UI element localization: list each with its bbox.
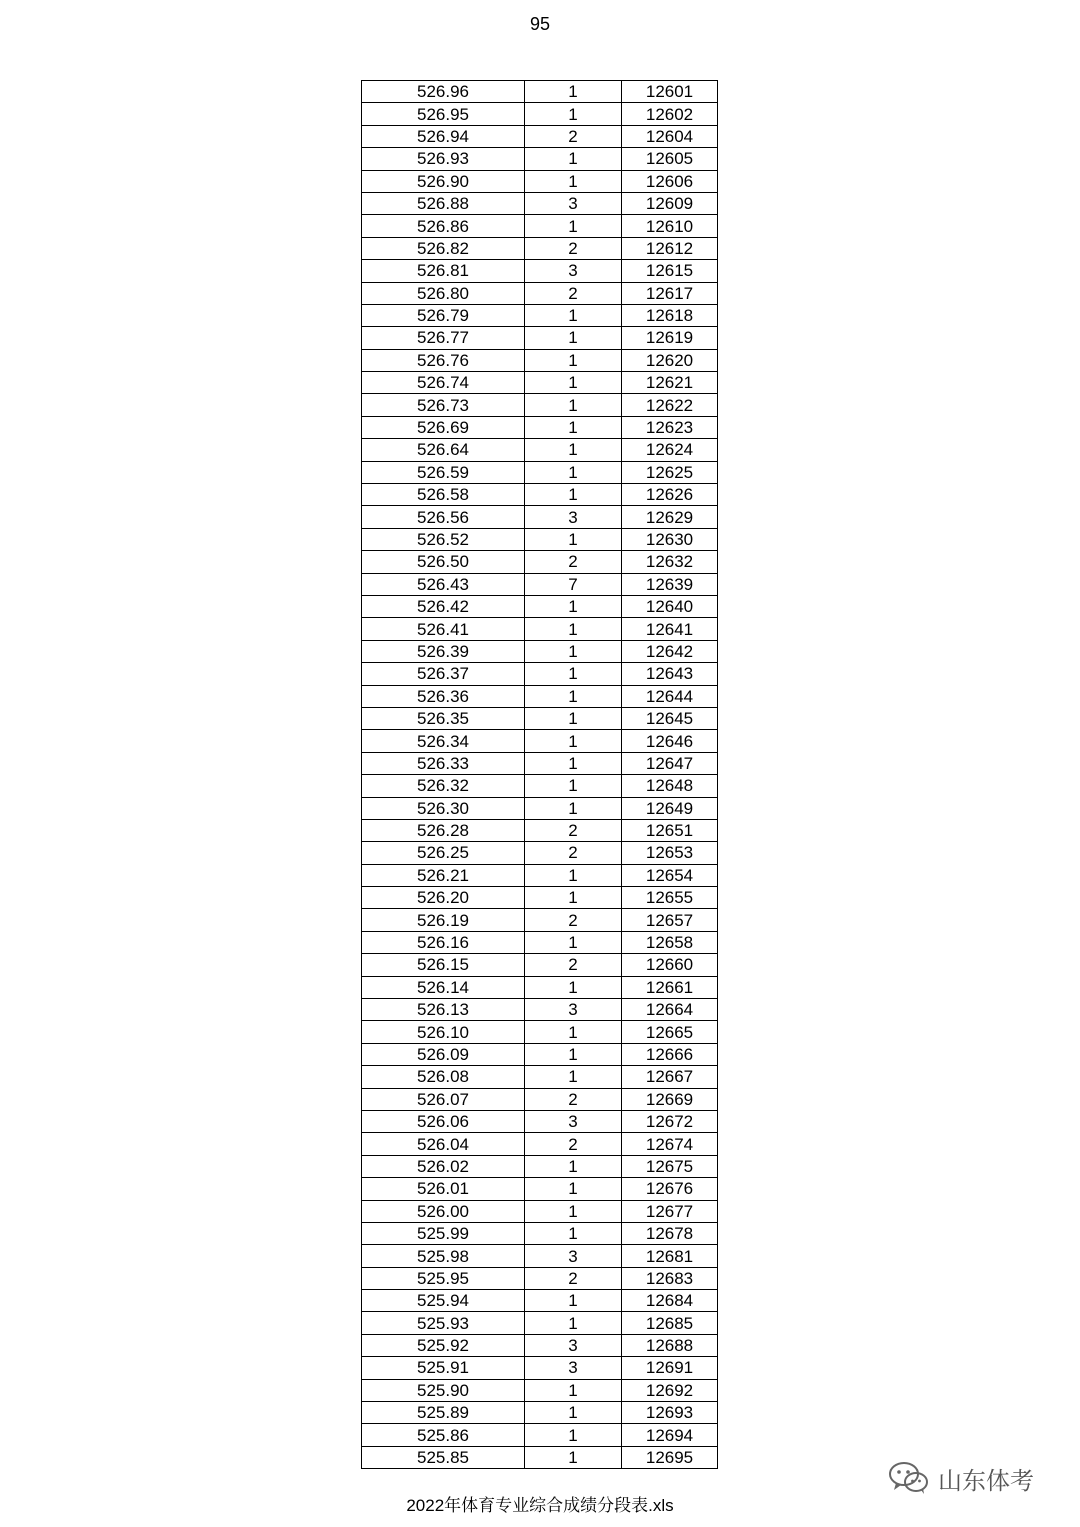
table-row — [362, 618, 718, 640]
table-row — [362, 1043, 718, 1065]
cumulative-cell: 12615 — [622, 260, 718, 282]
score-cell: 526.13 — [362, 999, 525, 1021]
score-cell: 526.76 — [362, 349, 525, 371]
score-cell: 526.39 — [362, 640, 525, 662]
count-cell: 2 — [525, 1133, 622, 1155]
cumulative-cell: 12629 — [622, 506, 718, 528]
count-cell: 2 — [525, 1088, 622, 1110]
cumulative-cell: 12619 — [622, 327, 718, 349]
cumulative-cell: 12604 — [622, 125, 718, 147]
cumulative-cell: 12641 — [622, 618, 718, 640]
count-cell: 1 — [525, 707, 622, 729]
count-cell: 3 — [525, 192, 622, 214]
score-cell: 525.90 — [362, 1379, 525, 1401]
cumulative-cell: 12602 — [622, 103, 718, 125]
count-cell: 1 — [525, 887, 622, 909]
score-cell: 526.15 — [362, 954, 525, 976]
table-row — [362, 125, 718, 147]
cumulative-cell: 12622 — [622, 394, 718, 416]
count-cell: 2 — [525, 819, 622, 841]
table-row — [362, 237, 718, 259]
cumulative-cell: 12643 — [622, 663, 718, 685]
score-cell: 526.32 — [362, 775, 525, 797]
cumulative-cell: 12625 — [622, 461, 718, 483]
table-row — [362, 1379, 718, 1401]
score-cell: 526.08 — [362, 1066, 525, 1088]
table-row — [362, 1267, 718, 1289]
cumulative-cell: 12621 — [622, 372, 718, 394]
table-row — [362, 1245, 718, 1267]
cumulative-cell: 12626 — [622, 484, 718, 506]
cumulative-cell: 12646 — [622, 730, 718, 752]
score-cell: 526.28 — [362, 819, 525, 841]
count-cell: 3 — [525, 1110, 622, 1132]
score-cell: 526.81 — [362, 260, 525, 282]
cumulative-cell: 12685 — [622, 1312, 718, 1334]
score-cell: 526.77 — [362, 327, 525, 349]
table-row — [362, 864, 718, 886]
score-cell: 526.79 — [362, 304, 525, 326]
score-cell: 526.10 — [362, 1021, 525, 1043]
score-cell: 525.99 — [362, 1222, 525, 1244]
score-cell: 526.16 — [362, 931, 525, 953]
table-row — [362, 976, 718, 998]
score-cell: 526.34 — [362, 730, 525, 752]
table-row — [362, 327, 718, 349]
cumulative-cell: 12667 — [622, 1066, 718, 1088]
count-cell: 3 — [525, 260, 622, 282]
cumulative-cell: 12681 — [622, 1245, 718, 1267]
table-row — [362, 103, 718, 125]
score-cell: 526.82 — [362, 237, 525, 259]
cumulative-cell: 12610 — [622, 215, 718, 237]
count-cell: 3 — [525, 506, 622, 528]
cumulative-cell: 12639 — [622, 573, 718, 595]
table-body — [362, 81, 718, 1469]
table-row — [362, 909, 718, 931]
table-row — [362, 416, 718, 438]
cumulative-cell: 12676 — [622, 1178, 718, 1200]
score-cell: 526.01 — [362, 1178, 525, 1200]
cumulative-cell: 12660 — [622, 954, 718, 976]
cumulative-cell: 12695 — [622, 1446, 718, 1468]
table-row — [362, 685, 718, 707]
count-cell: 1 — [525, 595, 622, 617]
table-row — [362, 1088, 718, 1110]
score-cell: 526.58 — [362, 484, 525, 506]
score-cell: 526.95 — [362, 103, 525, 125]
watermark-label: 山东体考 — [938, 1467, 1034, 1495]
table-row — [362, 484, 718, 506]
cumulative-cell: 12644 — [622, 685, 718, 707]
cumulative-cell: 12654 — [622, 864, 718, 886]
table-row — [362, 931, 718, 953]
table-row — [362, 797, 718, 819]
table-row — [362, 528, 718, 550]
cumulative-cell: 12666 — [622, 1043, 718, 1065]
cumulative-cell: 12640 — [622, 595, 718, 617]
score-cell: 526.30 — [362, 797, 525, 819]
count-cell: 1 — [525, 484, 622, 506]
count-cell: 1 — [525, 1446, 622, 1468]
score-cell: 526.25 — [362, 842, 525, 864]
table-row — [362, 640, 718, 662]
table-row — [362, 394, 718, 416]
score-cell: 525.95 — [362, 1267, 525, 1289]
table-row — [362, 842, 718, 864]
footer-filename: 2022年体育专业综合成绩分段表.xls — [406, 1496, 674, 1515]
count-cell: 1 — [525, 103, 622, 125]
count-cell: 1 — [525, 1290, 622, 1312]
score-cell: 525.89 — [362, 1402, 525, 1424]
cumulative-cell: 12694 — [622, 1424, 718, 1446]
score-cell: 526.42 — [362, 595, 525, 617]
cumulative-cell: 12609 — [622, 192, 718, 214]
cumulative-cell: 12691 — [622, 1357, 718, 1379]
count-cell: 1 — [525, 394, 622, 416]
score-cell: 526.73 — [362, 394, 525, 416]
table-row — [362, 439, 718, 461]
cumulative-cell: 12693 — [622, 1402, 718, 1424]
table-row — [362, 1021, 718, 1043]
score-cell: 526.90 — [362, 170, 525, 192]
count-cell: 1 — [525, 730, 622, 752]
count-cell: 1 — [525, 976, 622, 998]
cumulative-cell: 12651 — [622, 819, 718, 841]
table-row — [362, 819, 718, 841]
table-row — [362, 551, 718, 573]
cumulative-cell: 12601 — [622, 81, 718, 103]
cumulative-cell: 12612 — [622, 237, 718, 259]
table-row — [362, 1066, 718, 1088]
cumulative-cell: 12624 — [622, 439, 718, 461]
count-cell: 3 — [525, 1245, 622, 1267]
score-cell: 526.52 — [362, 528, 525, 550]
count-cell: 1 — [525, 1379, 622, 1401]
table-row — [362, 304, 718, 326]
table-row — [362, 1200, 718, 1222]
score-cell: 526.21 — [362, 864, 525, 886]
score-cell: 526.93 — [362, 148, 525, 170]
cumulative-cell: 12669 — [622, 1088, 718, 1110]
count-cell: 1 — [525, 685, 622, 707]
count-cell: 1 — [525, 528, 622, 550]
score-cell: 526.19 — [362, 909, 525, 931]
cumulative-cell: 12649 — [622, 797, 718, 819]
table-row — [362, 1178, 718, 1200]
score-cell: 526.50 — [362, 551, 525, 573]
table-row — [362, 887, 718, 909]
score-distribution-table — [361, 80, 718, 1469]
table-row — [362, 1155, 718, 1177]
cumulative-cell: 12606 — [622, 170, 718, 192]
cumulative-cell: 12632 — [622, 551, 718, 573]
count-cell: 1 — [525, 148, 622, 170]
count-cell: 1 — [525, 304, 622, 326]
count-cell: 1 — [525, 1424, 622, 1446]
count-cell: 1 — [525, 1312, 622, 1334]
count-cell: 1 — [525, 864, 622, 886]
count-cell: 1 — [525, 1043, 622, 1065]
table-row — [362, 1334, 718, 1356]
score-cell: 525.91 — [362, 1357, 525, 1379]
score-cell: 526.59 — [362, 461, 525, 483]
table-row — [362, 663, 718, 685]
cumulative-cell: 12675 — [622, 1155, 718, 1177]
table-row — [362, 775, 718, 797]
table-row — [362, 999, 718, 1021]
table-row — [362, 282, 718, 304]
table-row — [362, 1402, 718, 1424]
count-cell: 3 — [525, 999, 622, 1021]
cumulative-cell: 12683 — [622, 1267, 718, 1289]
cumulative-cell: 12647 — [622, 752, 718, 774]
count-cell: 1 — [525, 170, 622, 192]
score-cell: 526.02 — [362, 1155, 525, 1177]
cumulative-cell: 12648 — [622, 775, 718, 797]
table-row — [362, 148, 718, 170]
cumulative-cell: 12658 — [622, 931, 718, 953]
count-cell: 2 — [525, 1267, 622, 1289]
table-row — [362, 707, 718, 729]
cumulative-cell: 12618 — [622, 304, 718, 326]
score-cell: 526.07 — [362, 1088, 525, 1110]
table-row — [362, 215, 718, 237]
table-row — [362, 349, 718, 371]
cumulative-cell: 12657 — [622, 909, 718, 931]
score-cell: 526.35 — [362, 707, 525, 729]
score-cell: 526.20 — [362, 887, 525, 909]
cumulative-cell: 12620 — [622, 349, 718, 371]
cumulative-cell: 12674 — [622, 1133, 718, 1155]
table-row — [362, 260, 718, 282]
score-cell: 525.86 — [362, 1424, 525, 1446]
table-row — [362, 1357, 718, 1379]
table-row — [362, 1110, 718, 1132]
score-cell: 526.43 — [362, 573, 525, 595]
count-cell: 2 — [525, 237, 622, 259]
score-cell: 526.00 — [362, 1200, 525, 1222]
table-row — [362, 1446, 718, 1468]
count-cell: 2 — [525, 125, 622, 147]
score-cell: 526.36 — [362, 685, 525, 707]
cumulative-cell: 12605 — [622, 148, 718, 170]
count-cell: 1 — [525, 1155, 622, 1177]
count-cell: 1 — [525, 775, 622, 797]
cumulative-cell: 12677 — [622, 1200, 718, 1222]
score-cell: 526.56 — [362, 506, 525, 528]
count-cell: 2 — [525, 909, 622, 931]
table-row — [362, 461, 718, 483]
cumulative-cell: 12661 — [622, 976, 718, 998]
count-cell: 1 — [525, 663, 622, 685]
count-cell: 1 — [525, 461, 622, 483]
count-cell: 2 — [525, 551, 622, 573]
cumulative-cell: 12617 — [622, 282, 718, 304]
cumulative-cell: 12688 — [622, 1334, 718, 1356]
score-cell: 525.98 — [362, 1245, 525, 1267]
score-cell: 526.88 — [362, 192, 525, 214]
table-row — [362, 372, 718, 394]
count-cell: 1 — [525, 1066, 622, 1088]
score-cell: 526.04 — [362, 1133, 525, 1155]
cumulative-cell: 12630 — [622, 528, 718, 550]
cumulative-cell: 12655 — [622, 887, 718, 909]
cumulative-cell: 12642 — [622, 640, 718, 662]
count-cell: 2 — [525, 282, 622, 304]
score-cell: 525.85 — [362, 1446, 525, 1468]
table-row — [362, 1133, 718, 1155]
score-cell: 526.74 — [362, 372, 525, 394]
table-row — [362, 506, 718, 528]
table-row — [362, 192, 718, 214]
table-row — [362, 752, 718, 774]
count-cell: 1 — [525, 81, 622, 103]
score-cell: 526.80 — [362, 282, 525, 304]
count-cell: 1 — [525, 1178, 622, 1200]
score-cell: 526.37 — [362, 663, 525, 685]
cumulative-cell: 12692 — [622, 1379, 718, 1401]
cumulative-cell: 12678 — [622, 1222, 718, 1244]
score-cell: 525.93 — [362, 1312, 525, 1334]
count-cell: 1 — [525, 1021, 622, 1043]
count-cell: 1 — [525, 372, 622, 394]
table-row — [362, 1312, 718, 1334]
table-row — [362, 730, 718, 752]
table-row — [362, 1424, 718, 1446]
count-cell: 1 — [525, 327, 622, 349]
table-row — [362, 1222, 718, 1244]
count-cell: 1 — [525, 215, 622, 237]
table-row — [362, 170, 718, 192]
score-cell: 526.96 — [362, 81, 525, 103]
cumulative-cell: 12623 — [622, 416, 718, 438]
table-row — [362, 595, 718, 617]
table-row — [362, 954, 718, 976]
count-cell: 2 — [525, 954, 622, 976]
count-cell: 1 — [525, 416, 622, 438]
cumulative-cell: 12672 — [622, 1110, 718, 1132]
count-cell: 1 — [525, 1200, 622, 1222]
count-cell: 7 — [525, 573, 622, 595]
score-cell: 526.69 — [362, 416, 525, 438]
count-cell: 1 — [525, 752, 622, 774]
count-cell: 1 — [525, 1222, 622, 1244]
score-cell: 526.09 — [362, 1043, 525, 1065]
count-cell: 3 — [525, 1357, 622, 1379]
score-cell: 526.64 — [362, 439, 525, 461]
count-cell: 1 — [525, 931, 622, 953]
score-cell: 526.41 — [362, 618, 525, 640]
count-cell: 1 — [525, 618, 622, 640]
score-cell: 526.33 — [362, 752, 525, 774]
count-cell: 1 — [525, 640, 622, 662]
cumulative-cell: 12684 — [622, 1290, 718, 1312]
cumulative-cell: 12665 — [622, 1021, 718, 1043]
score-cell: 526.14 — [362, 976, 525, 998]
table-row — [362, 81, 718, 103]
count-cell: 2 — [525, 842, 622, 864]
table-row — [362, 573, 718, 595]
table-row — [362, 1290, 718, 1312]
count-cell: 3 — [525, 1334, 622, 1356]
count-cell: 1 — [525, 1402, 622, 1424]
score-cell: 525.92 — [362, 1334, 525, 1356]
cumulative-cell: 12653 — [622, 842, 718, 864]
score-cell: 525.94 — [362, 1290, 525, 1312]
cumulative-cell: 12664 — [622, 999, 718, 1021]
count-cell: 1 — [525, 349, 622, 371]
count-cell: 1 — [525, 439, 622, 461]
score-cell: 526.94 — [362, 125, 525, 147]
count-cell: 1 — [525, 797, 622, 819]
score-cell: 526.86 — [362, 215, 525, 237]
page-number: 95 — [529, 14, 551, 34]
cumulative-cell: 12645 — [622, 707, 718, 729]
score-cell: 526.06 — [362, 1110, 525, 1132]
